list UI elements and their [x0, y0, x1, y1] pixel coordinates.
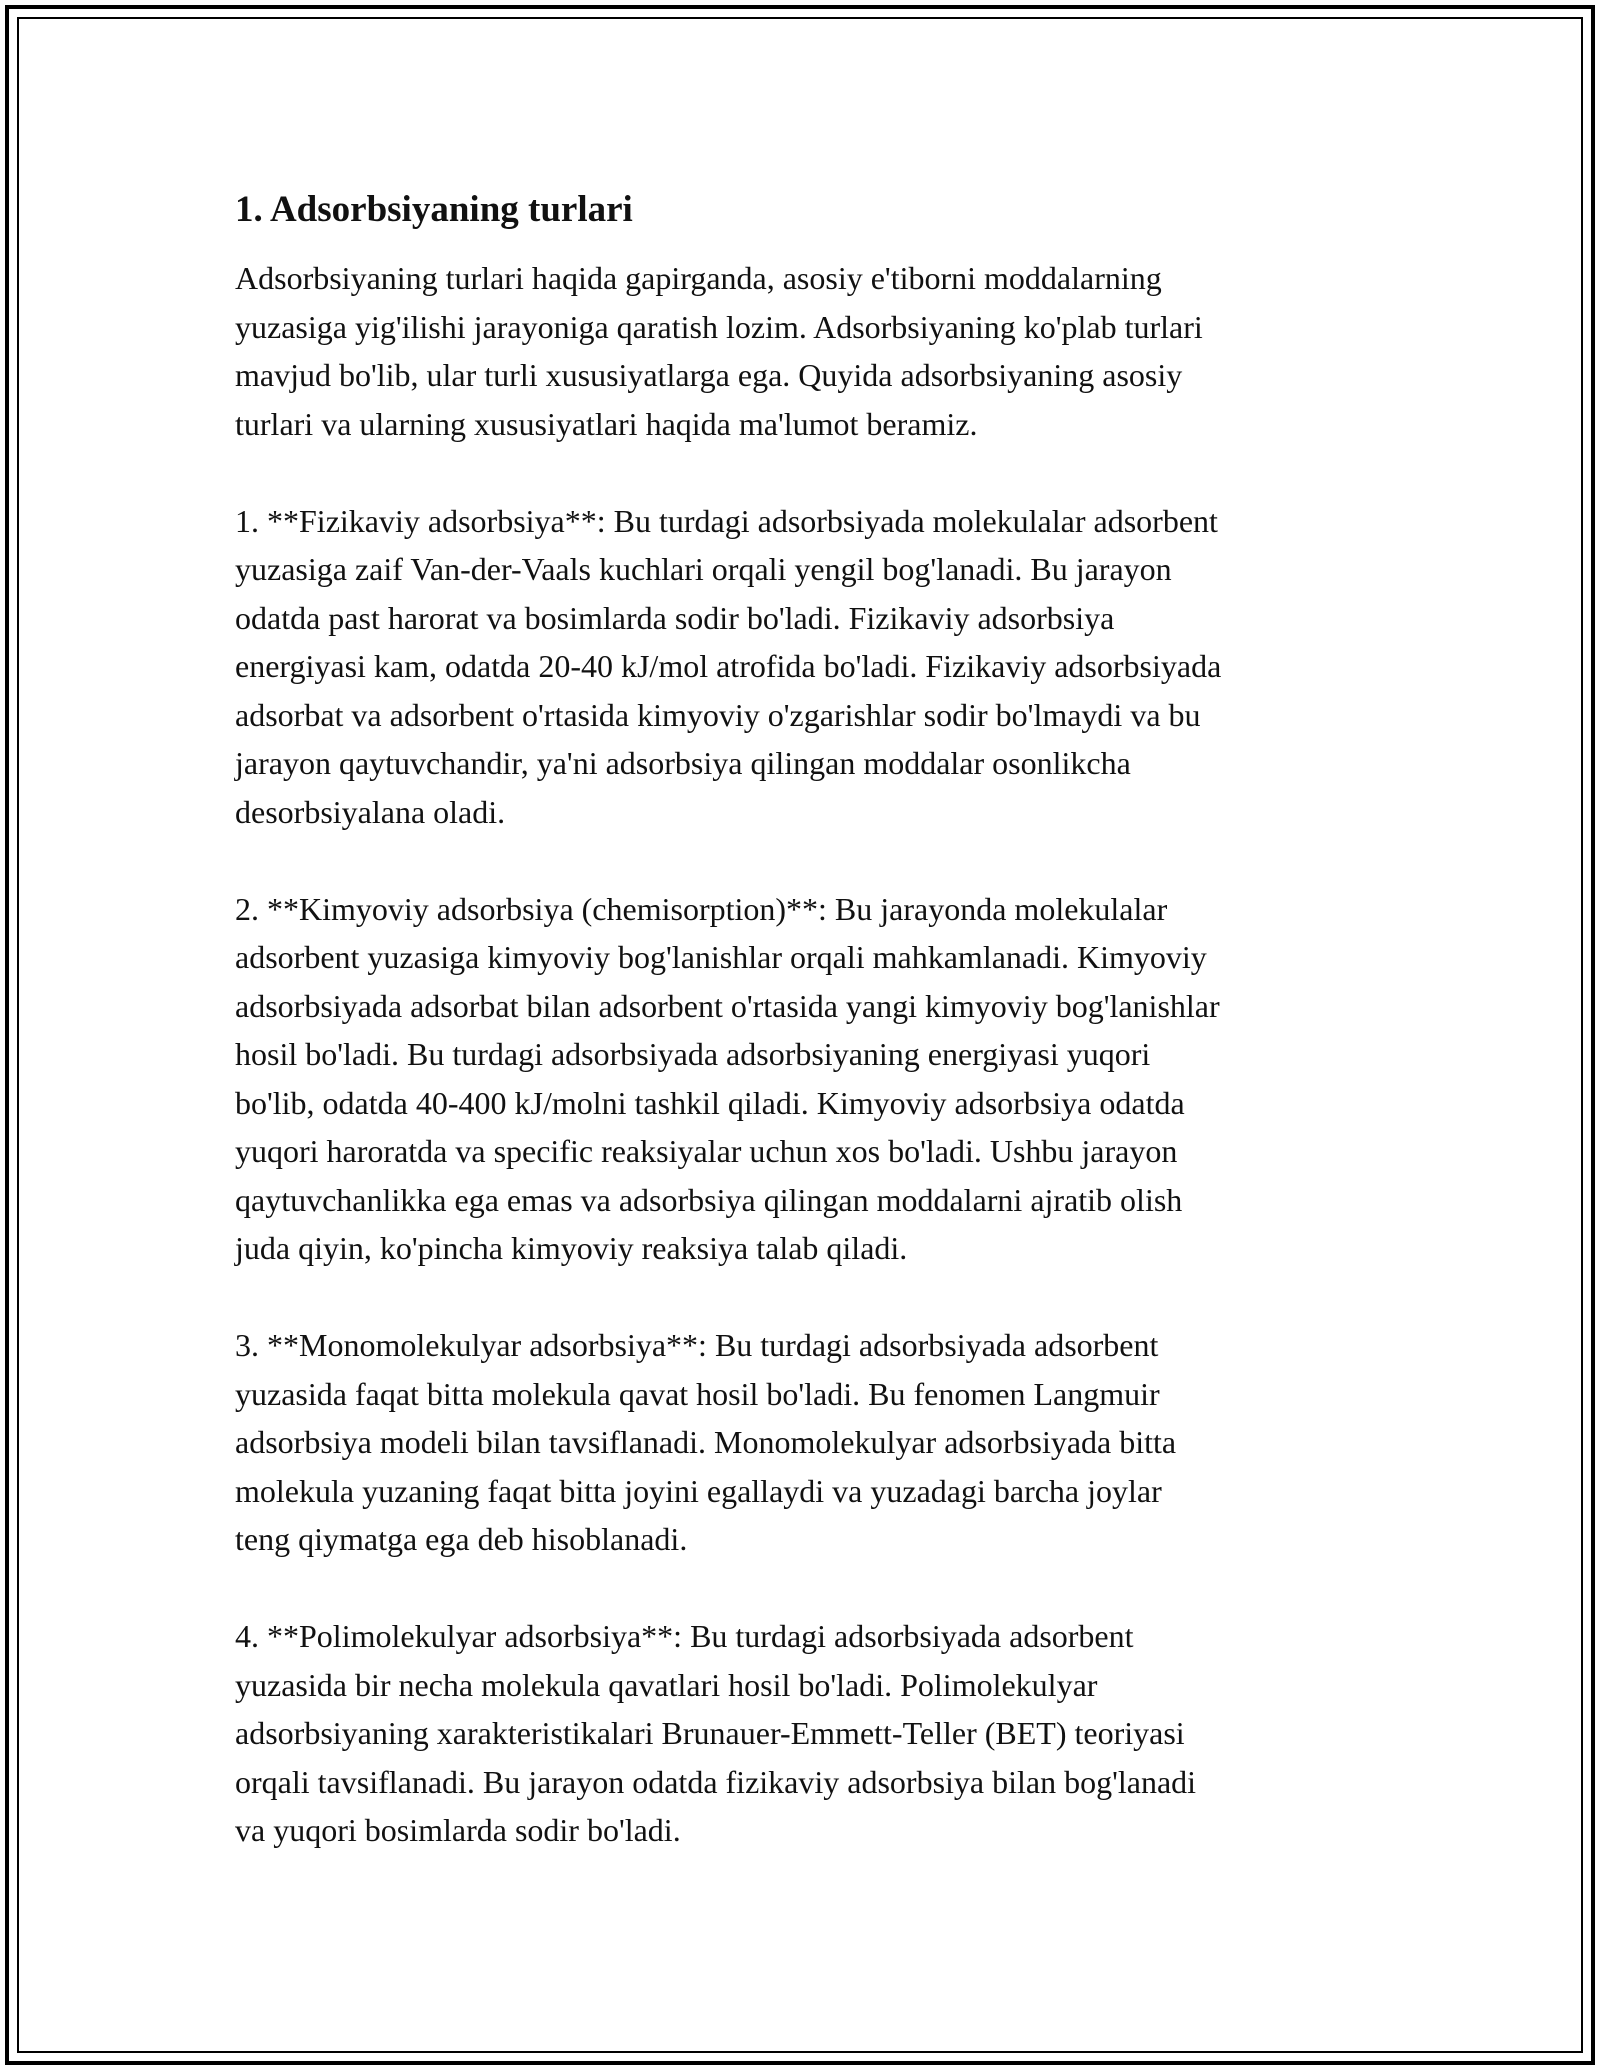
- item-chemical-adsorption: [235, 885, 1375, 1273]
- item-polymolecular-adsorption: [235, 1612, 1375, 1855]
- text-line: teng qiymatga ega deb hisoblanadi.: [235, 1521, 688, 1557]
- text-line: 4. **Polimolekulyar adsorbsiya**: Bu turdagi adsorbsiyada adsorbent: [235, 1618, 1134, 1654]
- text-line: mavjud bo'lib, ular turli xususiyatlarga ega. Quyida adsorbsiyaning asosiy: [235, 357, 1183, 393]
- text-line: 3. **Monomolekulyar adsorbsiya**: Bu turdagi adsorbsiyada adsorbent: [235, 1327, 1159, 1363]
- text-line: jarayon qaytuvchandir, ya'ni adsorbsiya qilingan moddalar osonlikcha: [235, 745, 1131, 781]
- text-line: adsorbent yuzasiga kimyoviy bog'lanishlar orqali mahkamlanadi. Kimyoviy: [235, 939, 1207, 975]
- document-body: [235, 186, 1375, 1903]
- text-line: juda qiyin, ko'pincha kimyoviy reaksiya talab qiladi.: [235, 1230, 908, 1266]
- intro-paragraph: [235, 254, 1375, 448]
- text-line: molekula yuzaning faqat bitta joyini egallaydi va yuzadagi barcha joylar: [235, 1472, 1162, 1509]
- text-line: adsorbsiya modeli bilan tavsiflanadi. Monomolekulyar adsorbsiyada bitta: [235, 1424, 1177, 1460]
- text-line: adsorbat va adsorbent o'rtasida kimyoviy o'zgarishlar sodir bo'lmaydi va bu: [235, 696, 1201, 733]
- text-line: yuzasiga yig'ilishi jarayoniga qaratish lozim. Adsorbsiyaning ko'plab turlari: [235, 308, 1203, 345]
- text-line: odatda past harorat va bosimlarda sodir bo'ladi. Fizikaviy adsorbsiya: [235, 599, 1115, 636]
- text-line: 1. **Fizikaviy adsorbsiya**: Bu turdagi adsorbsiyada molekulalar adsorbent: [235, 502, 1218, 539]
- text-line: yuqori haroratda va specific reaksiyalar uchun xos bo'ladi. Ushbu jarayon: [235, 1133, 1178, 1169]
- item-physical-adsorption: [235, 497, 1375, 837]
- text-line: Adsorbsiyaning turlari haqida gapirganda, asosiy e'tiborni moddalarning: [235, 260, 1162, 296]
- text-line: 2. **Kimyoviy adsorbsiya (chemisorption)**: Bu jarayonda molekulalar: [235, 890, 1168, 927]
- text-line: yuzasida bir necha molekula qavatlari hosil bo'ladi. Polimolekulyar: [235, 1666, 1098, 1703]
- text-line: qaytuvchanlikka ega emas va adsorbsiya qilingan moddalarni ajratib olish: [235, 1181, 1183, 1218]
- text-line: bo'lib, odatda 40-400 kJ/molni tashkil qiladi. Kimyoviy adsorbsiya odatda: [235, 1084, 1185, 1121]
- document-title: 1. Adsorbsiyaning turlari: [235, 189, 633, 230]
- text-line: hosil bo'ladi. Bu turdagi adsorbsiyada adsorbsiyaning energiyasi yuqori: [235, 1036, 1151, 1072]
- text-line: va yuqori bosimlarda sodir bo'ladi.: [235, 1812, 681, 1848]
- text-line: desorbsiyalana oladi.: [235, 793, 506, 830]
- text-line: yuzasida faqat bitta molekula qavat hosil bo'ladi. Bu fenomen Langmuir: [235, 1375, 1160, 1412]
- text-line: orqali tavsiflanadi. Bu jarayon odatda fizikaviy adsorbsiya bilan bog'lanadi: [235, 1763, 1197, 1800]
- text-line: energiyasi kam, odatda 20-40 kJ/mol atrofida bo'ladi. Fizikaviy adsorbsiyada: [235, 648, 1222, 684]
- text-line: adsorbsiyaning xarakteristikalari Brunauer-Emmett-Teller (BET) teoriyasi: [235, 1715, 1185, 1751]
- text-line: yuzasiga zaif Van-der-Vaals kuchlari orqali yengil bog'lanadi. Bu jarayon: [235, 551, 1172, 587]
- item-monomolecular-adsorption: [235, 1321, 1375, 1564]
- text-line: turlari va ularning xususiyatlari haqida ma'lumot beramiz.: [235, 405, 978, 442]
- text-line: adsorbsiyada adsorbat bilan adsorbent o'rtasida yangi kimyoviy bog'lanishlar: [235, 987, 1220, 1024]
